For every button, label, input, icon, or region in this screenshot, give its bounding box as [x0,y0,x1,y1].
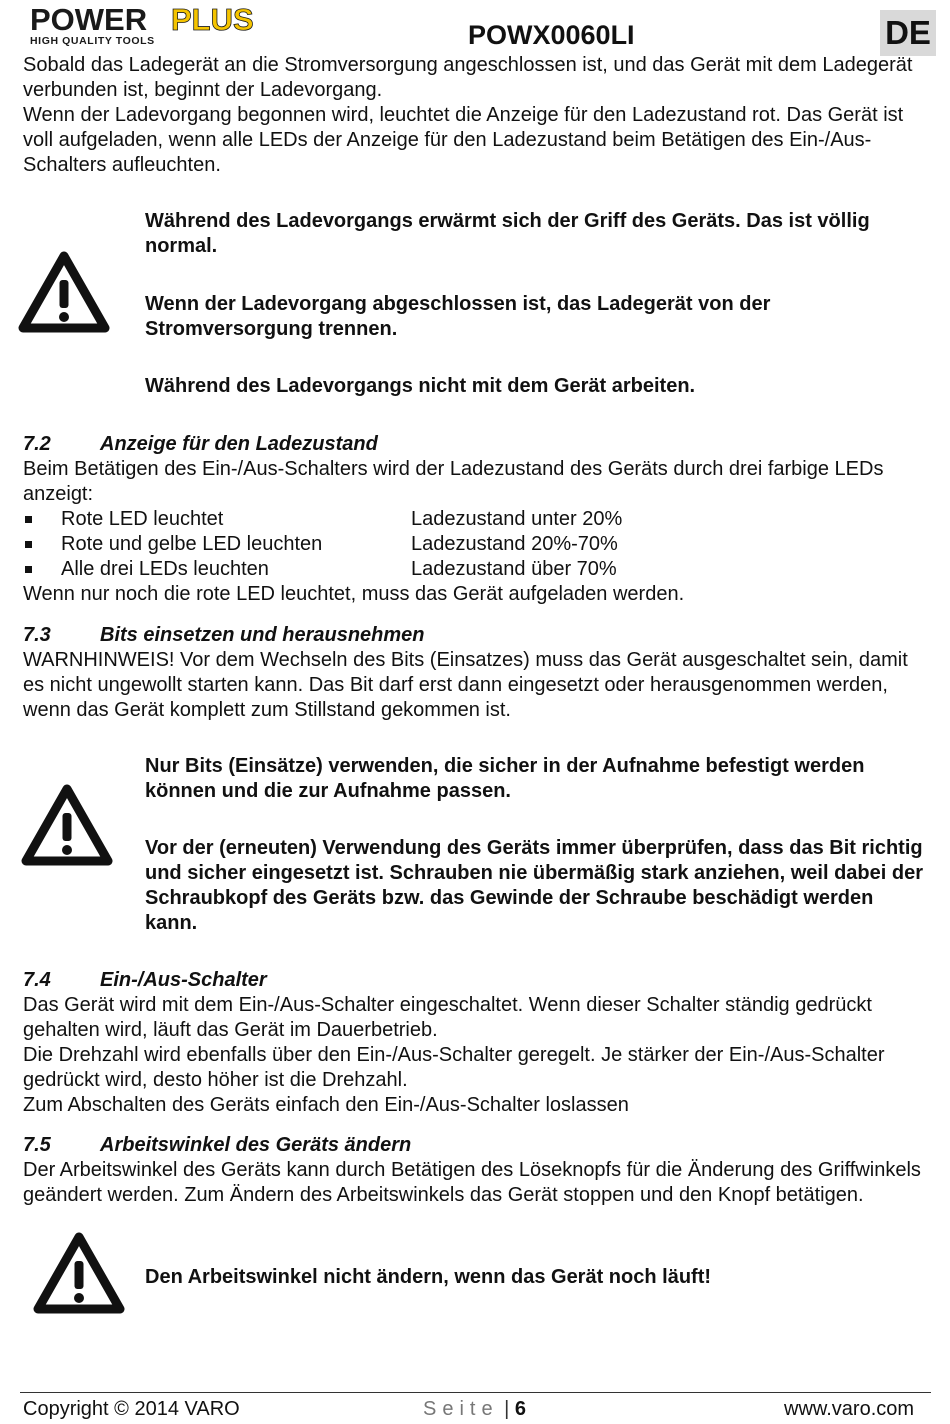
section-heading-7-2 [23,432,378,457]
warning-triangle-icon [32,1231,126,1315]
section-title: Ein-/Aus-Schalter [100,969,267,991]
footer-seite-text: Seite [423,1398,499,1420]
section-heading-7-3 [23,623,425,648]
section-7-2-intro: Beim Betätigen des Ein-/Aus-Schalters wird der Ladezustand des Geräts durch drei farbige LEDs anzeigt: [23,458,884,505]
section-7-4-paragraph-1: Das Gerät wird mit dem Ein-/Aus-Schalter eingeschaltet. Wenn dieser Schalter ständig gedrückt gehalten wird, läuft das Gerät im Dauerbetrieb. [23,994,872,1041]
section-7-5-text: Der Arbeitswinkel des Geräts kann durch Betätigen des Löseknopfs für die Änderung des Griffwinkels geändert werden. Zum Ändern des Arbeitswinkels das Gerät stoppen und den Knopf betätigen. [23,1159,921,1206]
warning-text-5: Vor der (erneuten) Verwendung des Geräts immer überprüfen, dass das Bit richtig und sicher eingesetzt ist. Schrauben nie übermäßig stark anziehen, weil dabei der Schraubkopf des Geräts bzw. das Gewinde der Schraube beschädigt werden kann. [145,837,923,934]
section-7-3-text: WARNHINWEIS! Vor dem Wechseln des Bits (Einsatzes) muss das Gerät ausgeschaltet sein, damit es nicht ungewollt starten kann. Das Bit darf erst dann eingesetzt oder herausgenommen werden, wenn das Gerät komplett zum Stillstand gekommen ist. [23,649,908,721]
square-bullet-icon [25,541,32,548]
language-badge: DE [880,10,936,56]
charge-level: Ladezustand unter 20% [411,508,623,530]
intro-paragraph-1: Sobald das Ladegerät an die Stromversorgung angeschlossen ist, und das Gerät mit dem Ladegerät verbunden ist, beginnt der Ladevorgang. [23,54,913,101]
charge-level: Ladezustand über 70% [411,558,617,580]
footer-copyright: Copyright © 2014 VARO [23,1398,240,1420]
section-title: Arbeitswinkel des Geräts ändern [100,1134,412,1156]
square-bullet-icon [25,566,32,573]
model-number: POWX0060LI [468,20,635,50]
footer-url: www.varo.com [784,1398,915,1420]
brand-logo [30,4,290,46]
section-number: 7.2 [23,433,51,455]
section-7-4-paragraph-2: Die Drehzahl wird ebenfalls über den Ein-/Aus-Schalter geregelt. Je stärker der Ein-/Aus-Schalter gedrückt wird, desto höher ist die Drehzahl. [23,1044,885,1091]
charge-level: Ladezustand 20%-70% [411,533,618,555]
section-number: 7.5 [23,1134,51,1156]
footer-separator: | [504,1398,510,1420]
section-number: 7.4 [23,969,51,991]
section-number: 7.3 [23,624,51,646]
warning-text-3: Während des Ladevorgangs nicht mit dem Gerät arbeiten. [145,375,696,397]
section-7-4-paragraph-3: Zum Abschalten des Geräts einfach den Ein-/Aus-Schalter loslassen [23,1094,629,1116]
square-bullet-icon [25,516,32,523]
warning-triangle-icon [20,783,114,867]
warning-text-2: Wenn der Ladevorgang abgeschlossen ist, das Ladegerät von der Stromversorgung trennen. [145,293,771,340]
warning-text-6: Den Arbeitswinkel nicht ändern, wenn das Gerät noch läuft! [145,1266,712,1288]
footer-page-label [423,1397,526,1422]
footer-divider [20,1392,931,1393]
warning-triangle-icon [17,250,111,334]
section-heading-7-4 [23,968,267,993]
warning-text-4: Nur Bits (Einsätze) verwenden, die sicher in der Aufnahme befestigt werden können und die zur Aufnahme passen. [145,755,865,802]
section-7-2-outro: Wenn nur noch die rote LED leuchtet, muss das Gerät aufgeladen werden. [23,583,685,605]
section-title: Anzeige für den Ladezustand [100,433,378,455]
logo-plus-text: PLUS [171,4,254,37]
intro-paragraph-2: Wenn der Ladevorgang begonnen wird, leuchtet die Anzeige für den Ladezustand rot. Das Gerät ist voll aufgeladen, wenn alle LEDs der Anzeige für den Ladezustand beim Betätigen des Ein-/Aus-Schalters aufleuchten. [23,104,904,176]
led-state: Rote LED leuchtet [61,508,224,530]
logo-subtitle: HIGH QUALITY TOOLS [30,35,155,46]
led-state: Rote und gelbe LED leuchten [61,533,323,555]
led-state: Alle drei LEDs leuchten [61,558,269,580]
section-title: Bits einsetzen und herausnehmen [100,624,425,646]
section-heading-7-5 [23,1133,411,1158]
warning-text-1: Während des Ladevorgangs erwärmt sich der Griff des Geräts. Das ist völlig normal. [145,210,870,257]
footer-page-number: 6 [514,1398,527,1420]
logo-power-text: POWER [30,4,148,37]
